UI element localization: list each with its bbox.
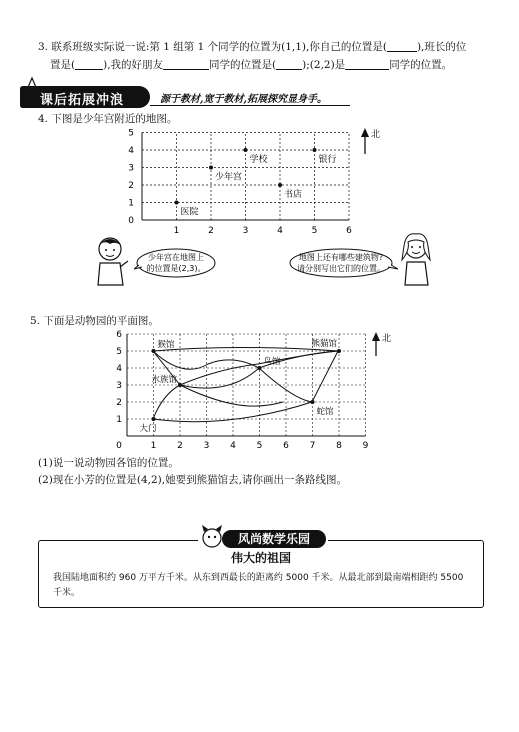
x-tick-label: 5	[311, 226, 318, 236]
bubble-left-line1: 少年宫在地图上	[148, 253, 204, 262]
divider	[150, 105, 350, 106]
q3-text-5: 同学的位置是(	[209, 59, 277, 71]
y-tick-label: 3	[116, 381, 122, 391]
q3-text-3: 置是(	[50, 59, 76, 71]
place-label: 熊猫馆	[311, 339, 337, 349]
place-label: 鸟馆	[263, 357, 281, 367]
y-tick-label: 5	[116, 347, 122, 357]
q5-title: 5. 下面是动物园的平面图。	[30, 315, 159, 327]
place-point	[337, 349, 341, 353]
q3-line2	[50, 57, 452, 72]
place-label: 学校	[249, 155, 268, 165]
boy-illustration	[90, 235, 130, 287]
y-tick-label: 2	[128, 181, 134, 191]
place-point	[178, 383, 182, 387]
place-point	[175, 201, 179, 205]
north-label: 北	[382, 334, 392, 344]
y-tick-label: 2	[116, 398, 122, 408]
q3-line1	[38, 39, 466, 54]
q3-text-1: 3. 联系班级实际说一说:第 1 组第 1 个同学的位置为(1,1),你自己的位置是(	[38, 41, 387, 53]
place-label: 银行	[318, 155, 337, 165]
x-tick-label: 7	[309, 441, 316, 451]
bubble-left-line2: 的位置是(2,3)。	[146, 264, 206, 273]
place-point	[278, 183, 282, 187]
place-point	[209, 166, 213, 170]
place-point	[311, 400, 315, 404]
y-tick-label: 1	[128, 198, 134, 209]
speech-bubble-right	[288, 247, 398, 279]
place-label: 少年宫	[215, 172, 243, 183]
path-monkey-panda	[153, 348, 338, 352]
north-label: 北	[371, 130, 381, 140]
q3-text-2: ),班长的位	[416, 41, 467, 53]
answer-blank[interactable]	[387, 39, 417, 52]
x-tick-label: 2	[177, 441, 183, 451]
y-tick-label: 3	[128, 163, 134, 174]
place-label: 书店	[284, 190, 303, 200]
x-tick-label: 0	[116, 441, 122, 451]
x-tick-label: 6	[346, 226, 352, 236]
x-tick-label: 5	[256, 441, 263, 451]
place-point	[152, 417, 156, 421]
q3-text-4: ),我的好朋友	[103, 59, 164, 71]
x-tick-label: 8	[336, 441, 342, 451]
section-banner	[20, 86, 150, 108]
bubble-right-line2: 请分别写出它们的位置。	[297, 264, 385, 273]
answer-blank[interactable]	[345, 57, 389, 70]
banner-slogan: 源于教材,宽于教材,拓展探究显身手。	[160, 94, 327, 105]
fun-fact-title: 伟大的祖国	[230, 551, 291, 565]
fun-fact-body: 我国陆地面积约 960 万平方千米。从东到西最长的距离约 5000 千米。从最北部到最南端相距约 5500 千米。	[53, 573, 464, 598]
y-tick-label: 0	[128, 216, 134, 226]
place-label: 猴馆	[157, 340, 175, 350]
x-tick-label: 4	[230, 441, 236, 451]
q5-sub1: (1)说一说动物园各馆的位置。	[38, 457, 179, 469]
north-arrow	[361, 128, 380, 154]
q3-text-7: 同学的位置。	[389, 59, 453, 71]
fun-fact-box	[38, 540, 484, 608]
bubble-right-line1: 地图上还有哪些建筑物?	[298, 253, 384, 262]
q5-sub2: (2)现在小芳的位置是(4,2),她要到熊猫馆去,请你画出一条路线图。	[38, 474, 347, 486]
place-label: 大门	[139, 424, 157, 434]
x-tick-label: 2	[208, 226, 214, 236]
place-label: 医院	[180, 207, 199, 218]
x-tick-label: 1	[150, 441, 157, 451]
answer-blank[interactable]	[75, 57, 103, 70]
x-tick-label: 9	[362, 441, 369, 451]
place-point	[258, 366, 262, 370]
x-tick-label: 4	[277, 226, 283, 236]
answer-blank[interactable]	[163, 57, 209, 70]
q4-title: 4. 下图是少年宫附近的地图。	[38, 113, 178, 125]
path-aquarium-detour	[180, 385, 283, 406]
banner-title: 课后拓展冲浪	[40, 93, 125, 108]
x-tick-label: 6	[283, 441, 289, 451]
fun-banner	[198, 530, 328, 550]
y-tick-label: 4	[116, 364, 122, 374]
speech-bubble-left	[134, 247, 216, 279]
x-tick-label: 3	[203, 441, 210, 451]
place-label: 蛇馆	[316, 407, 334, 417]
north-arrow	[372, 332, 391, 356]
q3-text-6: );(2,2)是	[302, 59, 346, 71]
x-tick-label: 3	[242, 226, 249, 236]
y-tick-label: 6	[116, 330, 122, 340]
place-point	[152, 349, 156, 353]
place-point	[244, 148, 248, 152]
y-tick-label: 4	[128, 146, 134, 156]
place-label: 水族馆	[151, 375, 177, 385]
q4-grid-map	[120, 124, 390, 244]
place-point	[313, 148, 317, 152]
path-snake-panda	[312, 351, 338, 402]
y-tick-label: 1	[116, 415, 122, 425]
q5-zoo-map	[108, 324, 398, 454]
fun-banner-title: 风尚数学乐园	[222, 530, 326, 548]
girl-illustration	[398, 232, 434, 287]
answer-blank[interactable]	[276, 57, 302, 70]
x-tick-label: 1	[173, 226, 180, 236]
y-tick-label: 5	[128, 128, 134, 139]
